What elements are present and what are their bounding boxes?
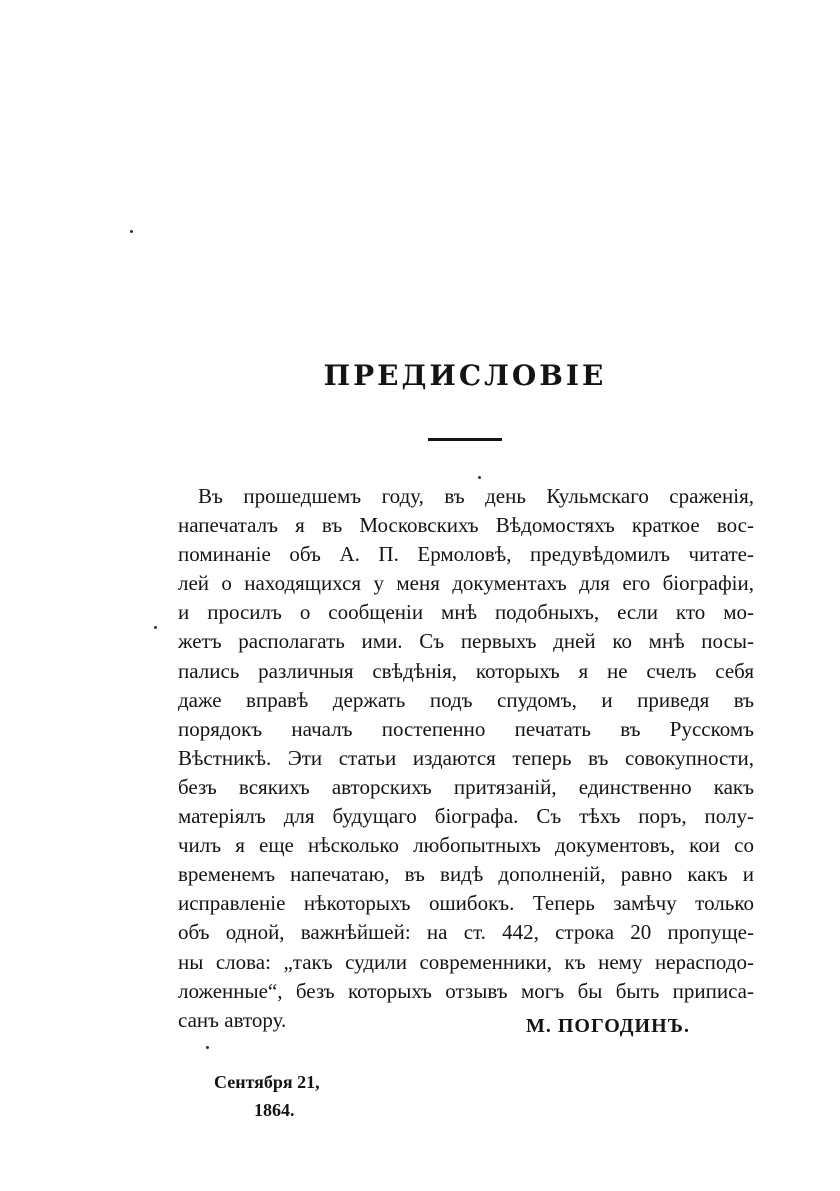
preface-body <box>178 482 754 1035</box>
body-line: лей о находящихся у меня документахъ для его біографіи, <box>178 571 754 596</box>
body-line: Вѣстникѣ. Эти статьи издаются теперь въ совокупности, <box>178 745 754 770</box>
body-line: ложенные“, безъ которыхъ отзывъ могъ бы быть приписа- <box>178 978 754 1003</box>
body-line: поминаніе объ А. П. Ермоловѣ, предувѣдомилъ читате- <box>178 542 754 567</box>
body-line: чилъ я еще нѣсколько любопытныхъ документовъ, кои со <box>178 833 754 858</box>
body-line: Въ прошедшемъ году, въ день Кульмскаго сраженія, <box>198 484 754 508</box>
date-line: Сентября 21, <box>214 1072 320 1092</box>
body-line: жетъ располагать ими. Съ первыхъ дней ко мнѣ посы- <box>178 629 754 654</box>
body-line: санъ автору. <box>178 1007 287 1032</box>
print-speck <box>130 230 133 233</box>
print-speck <box>154 626 157 629</box>
body-line: объ одной, важнѣйшей: на ст. 442, строка 20 пропуще- <box>178 920 754 945</box>
body-line: напечаталъ я въ Московскихъ Вѣдомостяхъ краткое вос- <box>178 513 754 538</box>
author-signature: М. ПОГОДИНЪ. <box>526 1015 690 1037</box>
body-line: матеріялъ для будущаго біографа. Съ тѣхъ поръ, полу- <box>178 804 754 829</box>
print-speck <box>478 476 481 479</box>
body-line: исправленіе нѣкоторыхъ ошибокъ. Теперь замѣчу только <box>178 891 754 916</box>
body-line: и просилъ о сообщеніи мнѣ подобныхъ, если кто мо- <box>178 600 754 625</box>
body-line: ны слова: „такъ судили современники, къ нему нерасподо- <box>178 949 754 974</box>
body-line: порядокъ началъ постепенно печатать въ Русскомъ <box>178 716 754 741</box>
body-line: пались различныя свѣдѣнія, которыхъ я не счелъ себя <box>178 658 754 683</box>
date-year: 1864. <box>254 1100 295 1120</box>
print-speck <box>206 1046 209 1049</box>
body-line: даже вправѣ держать подъ спудомъ, и приведя въ <box>178 687 754 712</box>
page-title: ПРЕДИСЛОВІЕ <box>323 359 607 392</box>
body-line: безъ всякихъ авторскихъ притязаній, единственно какъ <box>178 774 754 799</box>
body-line: временемъ напечатаю, въ видѣ дополненій, равно какъ и <box>178 862 754 887</box>
title-rule <box>428 438 502 441</box>
date-block <box>214 1068 320 1124</box>
